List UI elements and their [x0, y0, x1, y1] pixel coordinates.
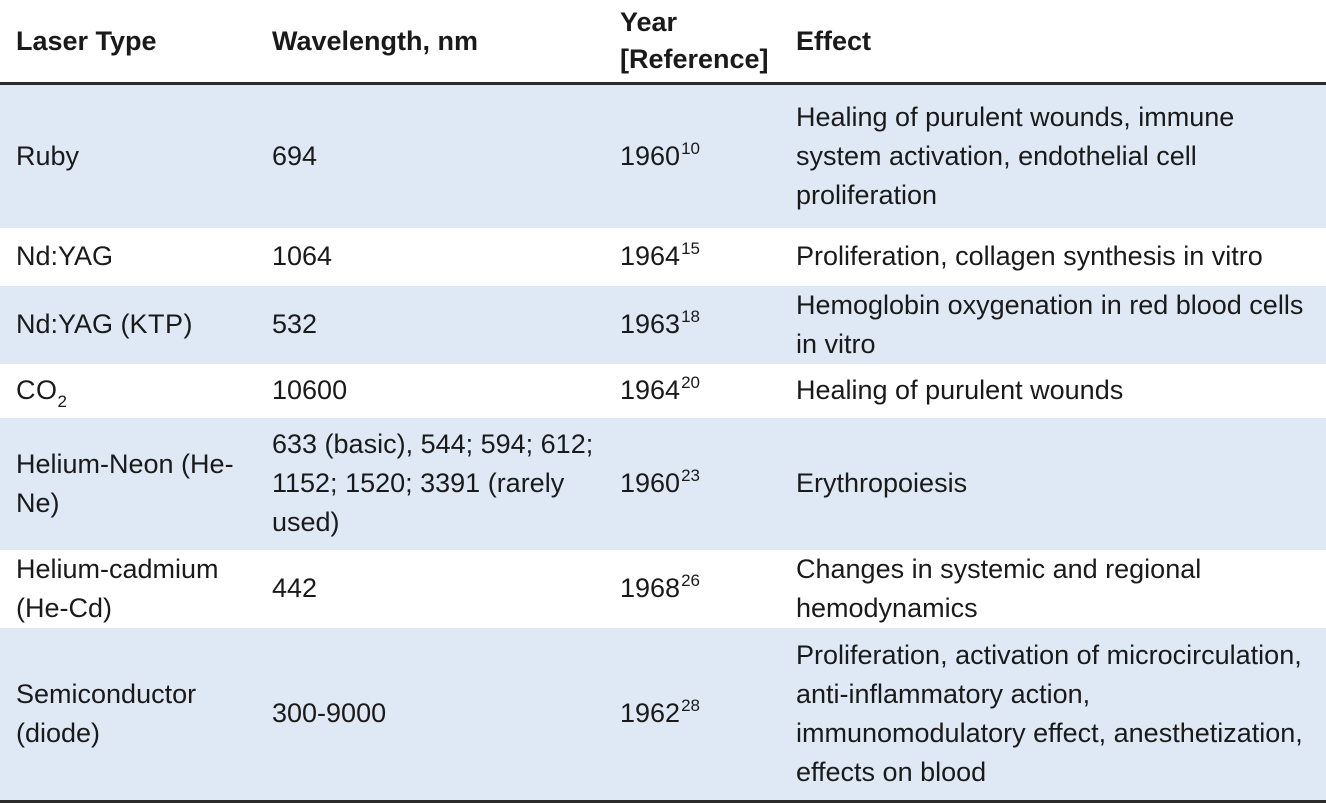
reference-number: 18 — [681, 307, 700, 326]
table-row — [0, 418, 1326, 550]
cell-year — [604, 84, 780, 228]
reference-number: 20 — [681, 373, 700, 392]
year-value: 1968 — [620, 573, 681, 603]
cell-wavelength: 442 — [256, 550, 604, 628]
header-reference: [Reference] — [620, 44, 769, 74]
cell-laser-type: Ruby — [0, 84, 256, 228]
table-row — [0, 628, 1326, 802]
year-value: 1960 — [620, 140, 681, 171]
cell-effect: Proliferation, activation of microcirculation, anti-inflammatory action, immunomodulatory effect, anesthetization, effects on blood — [780, 628, 1326, 802]
cell-laser-type: Nd:YAG — [0, 228, 256, 286]
year-value: 1964 — [620, 375, 681, 405]
laser-type-main: Nd:YAG ( — [16, 309, 130, 339]
cell-wavelength: 694 — [256, 84, 604, 228]
table-row — [0, 286, 1326, 364]
reference-number: 15 — [681, 239, 700, 258]
cell-laser-type — [0, 364, 256, 418]
reference-number: 28 — [681, 696, 700, 716]
cell-year — [604, 628, 780, 802]
cell-wavelength: 10600 — [256, 364, 604, 418]
table-row — [0, 550, 1326, 628]
year-value: 1962 — [620, 698, 681, 729]
reference-number: 26 — [681, 571, 700, 590]
cell-wavelength: 633 (basic), 544; 594; 612; 1152; 1520; 3391 (rarely used) — [256, 418, 604, 550]
header-laser-type: Laser Type — [0, 0, 256, 84]
laser-type-main: CO — [16, 375, 58, 405]
cell-laser-type: Helium-cadmium (He-Cd) — [0, 550, 256, 628]
cell-laser-type — [0, 286, 256, 364]
header-effect: Effect — [780, 0, 1326, 84]
year-value: 1964 — [620, 241, 681, 271]
cell-effect: Erythropoiesis — [780, 418, 1326, 550]
header-wavelength: Wavelength, nm — [256, 0, 604, 84]
laser-type-close: ) — [183, 309, 193, 339]
cell-year — [604, 286, 780, 364]
header-year: Year — [620, 7, 678, 37]
cell-year — [604, 364, 780, 418]
cell-wavelength: 300-9000 — [256, 628, 604, 802]
header-row — [0, 0, 1326, 84]
cell-laser-type: Helium-Neon (He-Ne) — [0, 418, 256, 550]
cell-effect: Healing of purulent wounds — [780, 364, 1326, 418]
cell-year — [604, 228, 780, 286]
table-row — [0, 228, 1326, 286]
table-body — [0, 84, 1326, 802]
cell-year — [604, 418, 780, 550]
cell-effect: Changes in systemic and regional hemodynamics — [780, 550, 1326, 628]
cell-effect: Hemoglobin oxygenation in red blood cells in vitro — [780, 286, 1326, 364]
cell-effect: Proliferation, collagen synthesis in vitro — [780, 228, 1326, 286]
header-year-reference — [604, 0, 780, 84]
laser-type-subscript: 2 — [57, 392, 67, 411]
year-value: 1963 — [620, 309, 681, 339]
cell-year — [604, 550, 780, 628]
cell-wavelength: 532 — [256, 286, 604, 364]
table-header — [0, 0, 1326, 84]
cell-laser-type: Semiconductor (diode) — [0, 628, 256, 802]
cell-wavelength: 1064 — [256, 228, 604, 286]
reference-number: 10 — [681, 138, 700, 158]
table-row — [0, 84, 1326, 228]
reference-number: 23 — [681, 466, 700, 485]
year-value: 1960 — [620, 468, 681, 498]
cell-effect: Healing of purulent wounds, immune system activation, endothelial cell proliferation — [780, 84, 1326, 228]
laser-type-abbr: KTP — [129, 309, 184, 339]
table-row — [0, 364, 1326, 418]
